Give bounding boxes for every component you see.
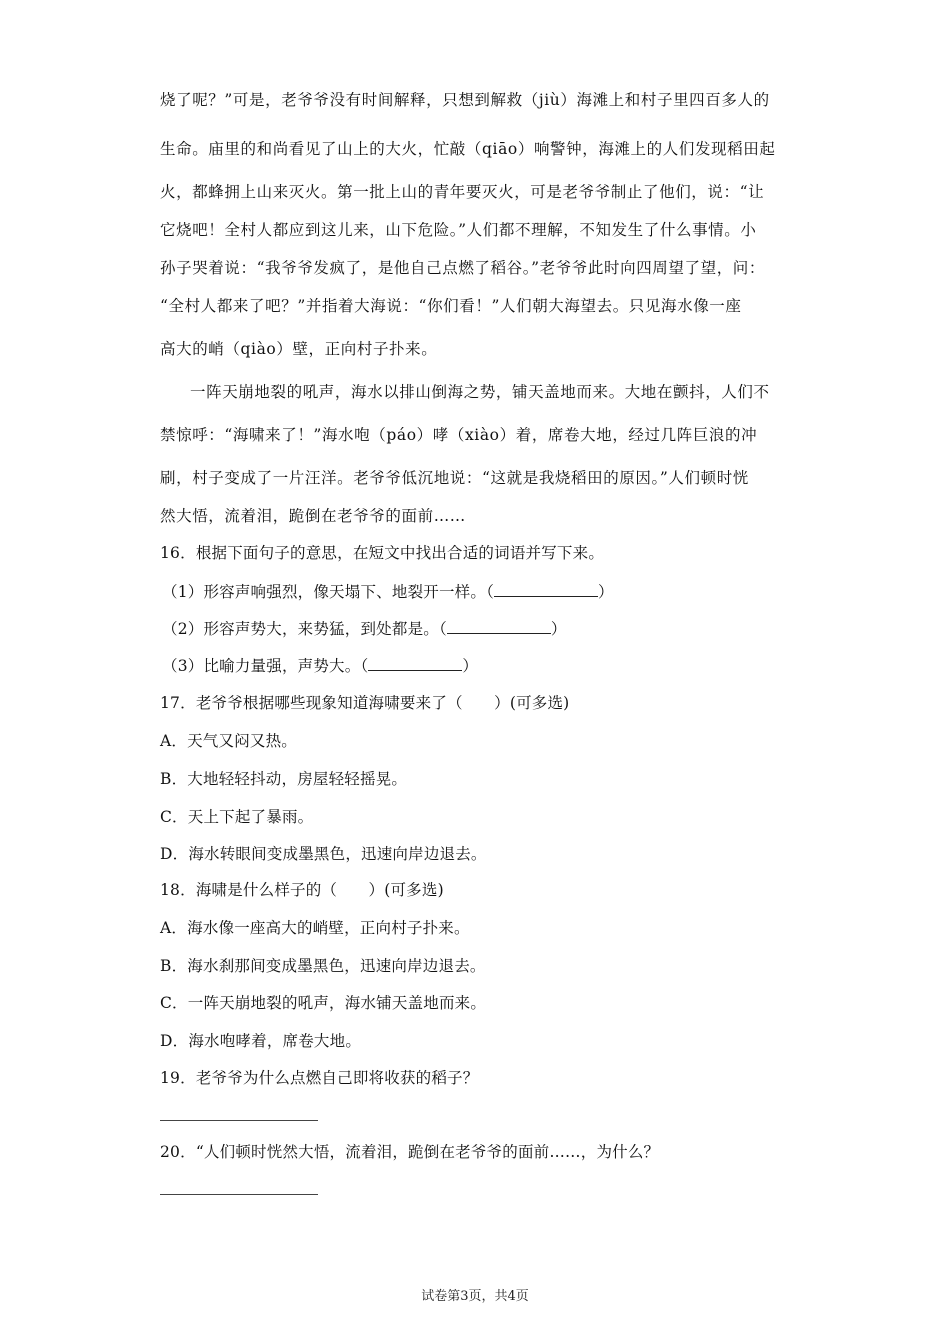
sub-question: [162, 580, 614, 602]
passage-line: “全村人都来了吧？”并指着大海说：“你们看！”人们朝大海望去。只见海水像一座: [160, 297, 742, 315]
close-paren: ）: [550, 620, 567, 638]
passage-line: 孙子哭着说：“我爷爷发疯了，是他自己点燃了稻谷。”老爷爷此时向四周望了望，问：: [160, 259, 766, 277]
answer-blank[interactable]: [494, 582, 598, 597]
sub-question-text: （3）比喻力量强，声势大。（: [162, 657, 369, 675]
question-stem: 17．老爷爷根据哪些现象知道海啸要来了（ ）(可多选): [160, 694, 570, 712]
option-c[interactable]: C．一阵天崩地裂的吼声，海水铺天盖地而来。: [160, 994, 487, 1012]
answer-blank[interactable]: [447, 619, 551, 634]
sub-question-text: （2）形容声势大，来势猛，到处都是。（: [162, 620, 447, 638]
option-d[interactable]: D．海水转眼间变成墨黑色，迅速向岸边退去。: [160, 845, 487, 863]
question-stem: 18．海啸是什么样子的（ ）(可多选): [160, 881, 444, 899]
question-stem: 19．老爷爷为什么点燃自己即将收获的稻子？: [160, 1069, 479, 1087]
option-b[interactable]: B．海水刹那间变成墨黑色，迅速向岸边退去。: [160, 957, 486, 975]
passage-line: 刷，村子变成了一片汪洋。老爷爷低沉地说：“这就是我烧稻田的原因。”人们顿时恍: [160, 469, 749, 487]
option-c[interactable]: C．天上下起了暴雨。: [160, 808, 314, 826]
page-footer: 试卷第3页，共4页: [421, 1289, 529, 1304]
passage-line: 一阵天崩地裂的吼声，海水以排山倒海之势，铺天盖地而来。大地在颤抖，人们不: [190, 383, 770, 401]
question-stem: 20．“人们顿时恍然大悟，流着泪，跪倒在老爷爷的面前……，为什么？: [160, 1143, 660, 1161]
close-paren: ）: [598, 583, 614, 601]
passage-line: 它烧吧！全村人都应到这儿来，山下危险。”人们都不理解，不知发生了什么事情。小: [160, 221, 757, 239]
answer-line[interactable]: [160, 1194, 318, 1195]
passage-line: 生命。庙里的和尚看见了山上的大火，忙敲（qiāo）响警钟，海滩上的人们发现稻田起: [160, 140, 776, 158]
question-stem: 16．根据下面句子的意思，在短文中找出合适的词语并写下来。: [160, 544, 605, 562]
sub-question: [162, 654, 478, 676]
sub-question: [162, 617, 567, 639]
sub-question-text: （1）形容声响强烈，像天塌下、地裂开一样。（: [162, 583, 495, 601]
answer-line[interactable]: [160, 1120, 318, 1121]
passage-line: 火，都蜂拥上山来灭火。第一批上山的青年要灭火，可是老爷爷制止了他们，说：“让: [160, 183, 765, 201]
option-d[interactable]: D．海水咆哮着，席卷大地。: [160, 1032, 362, 1050]
option-a[interactable]: A．海水像一座高大的峭壁，正向村子扑来。: [160, 919, 470, 937]
option-b[interactable]: B．大地轻轻抖动，房屋轻轻摇晃。: [160, 770, 408, 788]
passage-line: 高大的峭（qiào）壁，正向村子扑来。: [160, 340, 438, 358]
passage-line: 烧了呢？”可是，老爷爷没有时间解释，只想到解救（jiù）海滩上和村子里四百多人的: [160, 91, 770, 109]
close-paren: ）: [462, 657, 479, 675]
answer-blank[interactable]: [368, 656, 462, 671]
option-a[interactable]: A．天气又闷又热。: [160, 732, 297, 750]
passage-line: 然大悟，流着泪，跪倒在老爷爷的面前……: [160, 507, 466, 525]
passage-line: 禁惊呼：“海啸来了！”海水咆（páo）哮（xiào）着，席卷大地，经过几阵巨浪的冲: [160, 426, 758, 444]
